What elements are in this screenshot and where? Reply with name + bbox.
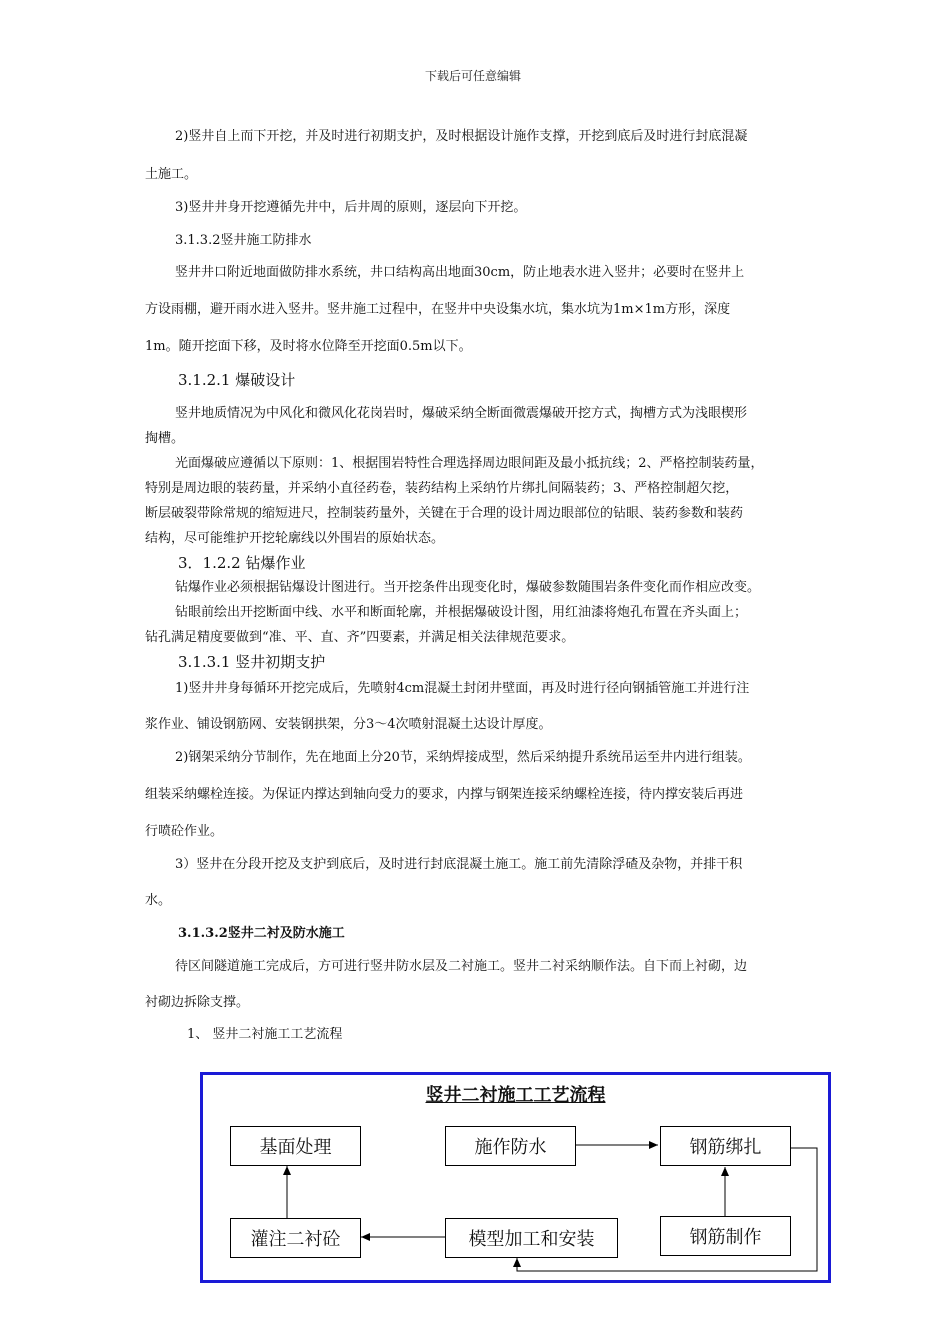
paragraph-line: 钻爆作业必须根据钻爆设计图进行。当开挖条件出现变化时，爆破参数随围岩条件变化而作相应改变。 (175, 580, 761, 595)
paragraph-line: 行喷砼作业。 (145, 824, 224, 839)
page-header: 下载后可任意编辑 (425, 69, 522, 83)
paragraph-line: 衬砌边拆除支撑。 (145, 995, 250, 1010)
paragraph-line: 竖井地质情况为中风化和微风化花岗岩时，爆破采纳全断面微震爆破开挖方式，掏槽方式为浅眼楔形 (175, 406, 748, 421)
node-rebar-tying: 钢筋绑扎 (660, 1126, 791, 1166)
paragraph-line: 断层破裂带除常规的缩短进尺，控制装药量外，关键在于合理的设计周边眼部位的钻眼、装药参数和装药 (145, 506, 744, 521)
list-item: 1、 竖井二衬施工工艺流程 (187, 1027, 343, 1042)
paragraph-line: 浆作业、铺设钢筋网、安装钢拱架，分3～4次喷射混凝土达设计厚度。 (145, 717, 552, 732)
paragraph-line: 特别是周边眼的装药量，并采纳小直径药卷，装药结构上采纳竹片绑扎间隔装药；3、严格控制超欠挖， (145, 481, 739, 496)
paragraph-line: 方设雨棚，避开雨水进入竖井。竖井施工过程中，在竖井中央设集水坑，集水坑为1m×1m方形，深度 (145, 302, 731, 317)
paragraph-line: 1m。随开挖面下移，及时将水位降至开挖面0.5m以下。 (145, 339, 472, 354)
paragraph-line: 结构，尽可能维护开挖轮廓线以外围岩的原始状态。 (145, 531, 445, 546)
section-heading: 3．1.2.2 钻爆作业 (178, 554, 306, 572)
paragraph-line: 1)竖井井身每循环开挖完成后，先喷射4cm混凝土封闭井壁面，再及时进行径向钢插管施工并进行注 (175, 681, 750, 696)
paragraph-line: 水。 (145, 893, 172, 908)
node-pour-lining: 灌注二衬砼 (230, 1218, 361, 1258)
paragraph-line: 钻眼前绘出开挖断面中线、水平和断面轮廓，并根据爆破设计图，用红油漆将炮孔布置在齐头面上； (175, 605, 748, 620)
node-waterproofing: 施作防水 (445, 1126, 576, 1166)
paragraph-line: 钻孔满足精度要做到“准、平、直、齐”四要素，并满足相关法律规范要求。 (145, 630, 575, 645)
paragraph-line: 2)钢架采纳分节制作，先在地面上分20节，采纳焊接成型，然后采纳提升系统吊运至井内进行组装。 (175, 750, 751, 765)
paragraph-line: 土施工。 (145, 167, 198, 182)
node-rebar-making: 钢筋制作 (660, 1216, 791, 1256)
paragraph-line: 掏槽。 (145, 431, 185, 446)
section-heading: 3.1.3.2竖井施工防排水 (175, 233, 312, 248)
paragraph-line: 3)竖井井身开挖遵循先井中，后井周的原则，逐层向下开挖。 (175, 200, 527, 215)
paragraph-line: 3）竖井在分段开挖及支护到底后，及时进行封底混凝土施工。施工前先清除浮碴及杂物，并排干积 (175, 857, 743, 872)
paragraph-line: 2)竖井自上而下开挖，并及时进行初期支护，及时根据设计施作支撑，开挖到底后及时进行封底混凝 (175, 129, 748, 144)
flowchart-title: 竖井二衬施工工艺流程 (425, 1085, 606, 1106)
paragraph-line: 组装采纳螺栓连接。为保证内撑达到轴向受力的要求，内撑与钢架连接采纳螺栓连接，待内撑安装后再进 (145, 787, 744, 802)
paragraph-line: 光面爆破应遵循以下原则：1、根据围岩特性合理选择周边眼间距及最小抵抗线；2、严格控制装药量， (175, 456, 764, 471)
paragraph-line: 竖井井口附近地面做防排水系统，井口结构高出地面30cm，防止地表水进入竖井；必要时在竖井上 (175, 265, 745, 280)
node-formwork: 模型加工和安装 (445, 1218, 618, 1258)
section-heading: 3.1.2.1 爆破设计 (178, 371, 296, 389)
paragraph-line: 待区间隧道施工完成后，方可进行竖井防水层及二衬施工。竖井二衬采纳顺作法。自下而上衬砌，边 (175, 959, 748, 974)
process-flowchart (200, 1072, 831, 1283)
section-heading: 3.1.3.1 竖井初期支护 (178, 653, 326, 671)
section-heading-bold: 3.1.3.2竖井二衬及防水施工 (178, 926, 345, 941)
node-base-treatment: 基面处理 (230, 1126, 361, 1166)
